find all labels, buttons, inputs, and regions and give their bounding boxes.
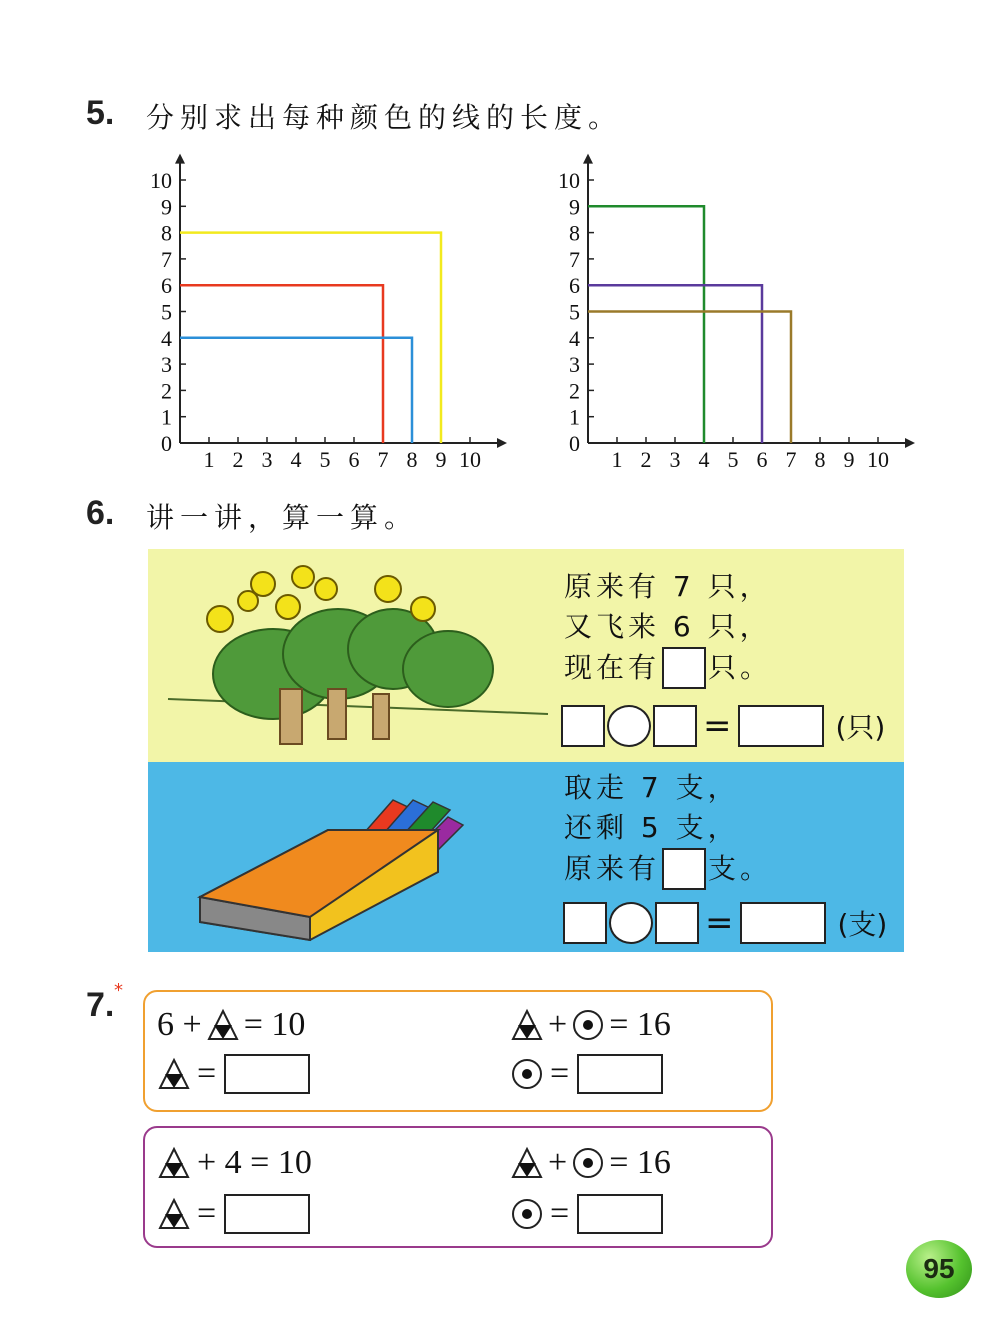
pencils-line-3-end: 支。: [708, 852, 773, 885]
pencils-operator-circle[interactable]: [609, 902, 653, 944]
y-tick-label: 6: [569, 273, 580, 299]
y-tick-label: 8: [161, 220, 172, 246]
pencils-result-box[interactable]: [740, 902, 826, 944]
y-tick-label: 6: [161, 273, 172, 299]
y-tick-label: 5: [569, 299, 580, 325]
x-tick-label: 9: [435, 447, 447, 472]
eq2-right-answer-equals: =: [550, 1195, 570, 1232]
birds-line-3-end: 只。: [708, 651, 773, 684]
y-tick-label: 1: [161, 404, 172, 430]
eq1-right-answer-equals: =: [550, 1055, 570, 1092]
x-tick-label: 1: [203, 447, 215, 472]
pencils-line-1: 取走 7 支，: [564, 771, 740, 804]
x-tick-label: 3: [261, 447, 273, 472]
birds-operator-circle[interactable]: [607, 705, 651, 747]
x-tick-label: 2: [640, 447, 652, 472]
y-tick-label: 2: [569, 378, 580, 404]
birds-operand-box-1[interactable]: [561, 705, 605, 747]
question-7-number: 7.: [86, 986, 115, 1024]
eq2-right-plus: +: [548, 1144, 568, 1181]
circle-answer-box-1[interactable]: [577, 1054, 663, 1094]
pencils-equation: [563, 902, 887, 944]
y-tick-label: 7: [161, 246, 172, 272]
triangle-answer-box-2[interactable]: [224, 1194, 310, 1234]
y-tick-label: 0: [161, 431, 172, 456]
eq1-left-answer-equals: =: [197, 1055, 217, 1092]
triangle-answer-box-1[interactable]: [224, 1054, 310, 1094]
y-tick-label: 2: [161, 378, 172, 404]
triangle-icon: [157, 1057, 191, 1091]
pencil-box-illustration: [148, 762, 568, 952]
x-tick-label: 4: [698, 447, 710, 472]
x-tick-label: 7: [785, 447, 797, 472]
y-tick-label: 9: [161, 194, 172, 220]
question-5-number: 5.: [86, 94, 115, 132]
question-6-number: 6.: [86, 494, 115, 532]
dot-circle-icon: [571, 1008, 605, 1042]
challenge-star: *: [114, 980, 123, 1001]
x-tick-label: 8: [814, 447, 826, 472]
birds-panel: [148, 549, 904, 762]
birds-line-2: 又飞来 6 只，: [564, 610, 772, 643]
y-tick-label: 3: [161, 352, 172, 378]
triangle-icon: [157, 1197, 191, 1231]
pencils-line-2: 还剩 5 支，: [564, 811, 740, 844]
y-tick-label: 4: [161, 325, 172, 351]
tree-icon: [213, 609, 493, 719]
pencils-operand-box-2[interactable]: [655, 902, 699, 944]
eq1-right-plus: +: [548, 1006, 568, 1043]
colored-line-series: [588, 285, 762, 443]
birds-equation: [561, 705, 885, 747]
question-6-title: 讲一讲，算一算。: [146, 501, 419, 534]
eq1-right-end: = 16: [609, 1006, 671, 1043]
y-tick-label: 3: [569, 352, 580, 378]
triangle-icon: [510, 1146, 544, 1180]
eq2-left-answer-equals: =: [197, 1195, 217, 1232]
equation-group-2: [143, 1126, 773, 1248]
colored-line-series: [588, 312, 791, 444]
colored-line-series: [180, 285, 383, 443]
x-tick-label: 10: [867, 447, 889, 472]
pencils-answer-box[interactable]: [662, 848, 706, 890]
question-5-title: 分别求出每种颜色的线的长度。: [146, 101, 623, 134]
birds-equals: =: [703, 706, 732, 746]
x-tick-label: 7: [377, 447, 389, 472]
dot-circle-icon: [510, 1197, 544, 1231]
y-tick-label: 5: [161, 299, 172, 325]
x-tick-label: 9: [843, 447, 855, 472]
dot-circle-icon: [571, 1146, 605, 1180]
page-number-badge: [906, 1240, 972, 1298]
x-tick-label: 5: [319, 447, 331, 472]
eq1-left-end: = 10: [243, 1006, 306, 1043]
birds-unit: (只): [835, 711, 886, 744]
x-tick-label: 3: [669, 447, 681, 472]
x-tick-label: 6: [756, 447, 768, 472]
x-axis-arrow: [497, 438, 507, 448]
pencils-line-3-start: 原来有: [564, 852, 661, 885]
birds-and-trees-illustration: [148, 549, 568, 762]
pencils-operand-box-1[interactable]: [563, 902, 607, 944]
y-tick-label: 8: [569, 220, 580, 246]
equation-group-1: [143, 990, 773, 1112]
colored-line-series: [180, 338, 412, 443]
pencils-equals: =: [705, 903, 734, 943]
triangle-icon: [157, 1146, 191, 1180]
pencil-box-icon: [200, 830, 438, 940]
y-tick-label: 4: [569, 325, 580, 351]
x-tick-label: 5: [727, 447, 739, 472]
colored-line-series: [588, 206, 704, 443]
y-axis-arrow: [583, 154, 593, 164]
dot-circle-icon: [510, 1057, 544, 1091]
line-length-chart-right: [538, 150, 918, 480]
pencils-panel: [148, 762, 904, 952]
x-tick-label: 4: [290, 447, 302, 472]
page-number: 95: [923, 1253, 955, 1284]
x-tick-label: 8: [406, 447, 418, 472]
pencils-unit: (支): [837, 908, 888, 941]
x-tick-label: 6: [348, 447, 360, 472]
y-tick-label: 7: [569, 246, 580, 272]
birds-answer-box[interactable]: [662, 647, 706, 689]
y-tick-label: 0: [569, 431, 580, 456]
y-tick-label: 10: [150, 168, 172, 193]
eq1-left-start: 6 +: [157, 1006, 202, 1043]
triangle-icon: [206, 1008, 240, 1042]
triangle-icon: [510, 1008, 544, 1042]
birds-result-box[interactable]: [738, 705, 824, 747]
y-tick-label: 1: [569, 404, 580, 430]
birds-operand-box-2[interactable]: [653, 705, 697, 747]
line-length-chart-left: [130, 150, 510, 480]
x-axis-arrow: [905, 438, 915, 448]
y-axis-arrow: [175, 154, 185, 164]
x-tick-label: 10: [459, 447, 481, 472]
eq2-left-rest: + 4 = 10: [197, 1144, 312, 1181]
birds-line-1: 原来有 7 只，: [564, 570, 772, 603]
x-tick-label: 2: [232, 447, 244, 472]
birds-line-3-start: 现在有: [564, 651, 661, 684]
x-tick-label: 1: [611, 447, 623, 472]
y-tick-label: 9: [569, 194, 580, 220]
eq2-right-end: = 16: [609, 1144, 671, 1181]
circle-answer-box-2[interactable]: [577, 1194, 663, 1234]
y-tick-label: 10: [558, 168, 580, 193]
